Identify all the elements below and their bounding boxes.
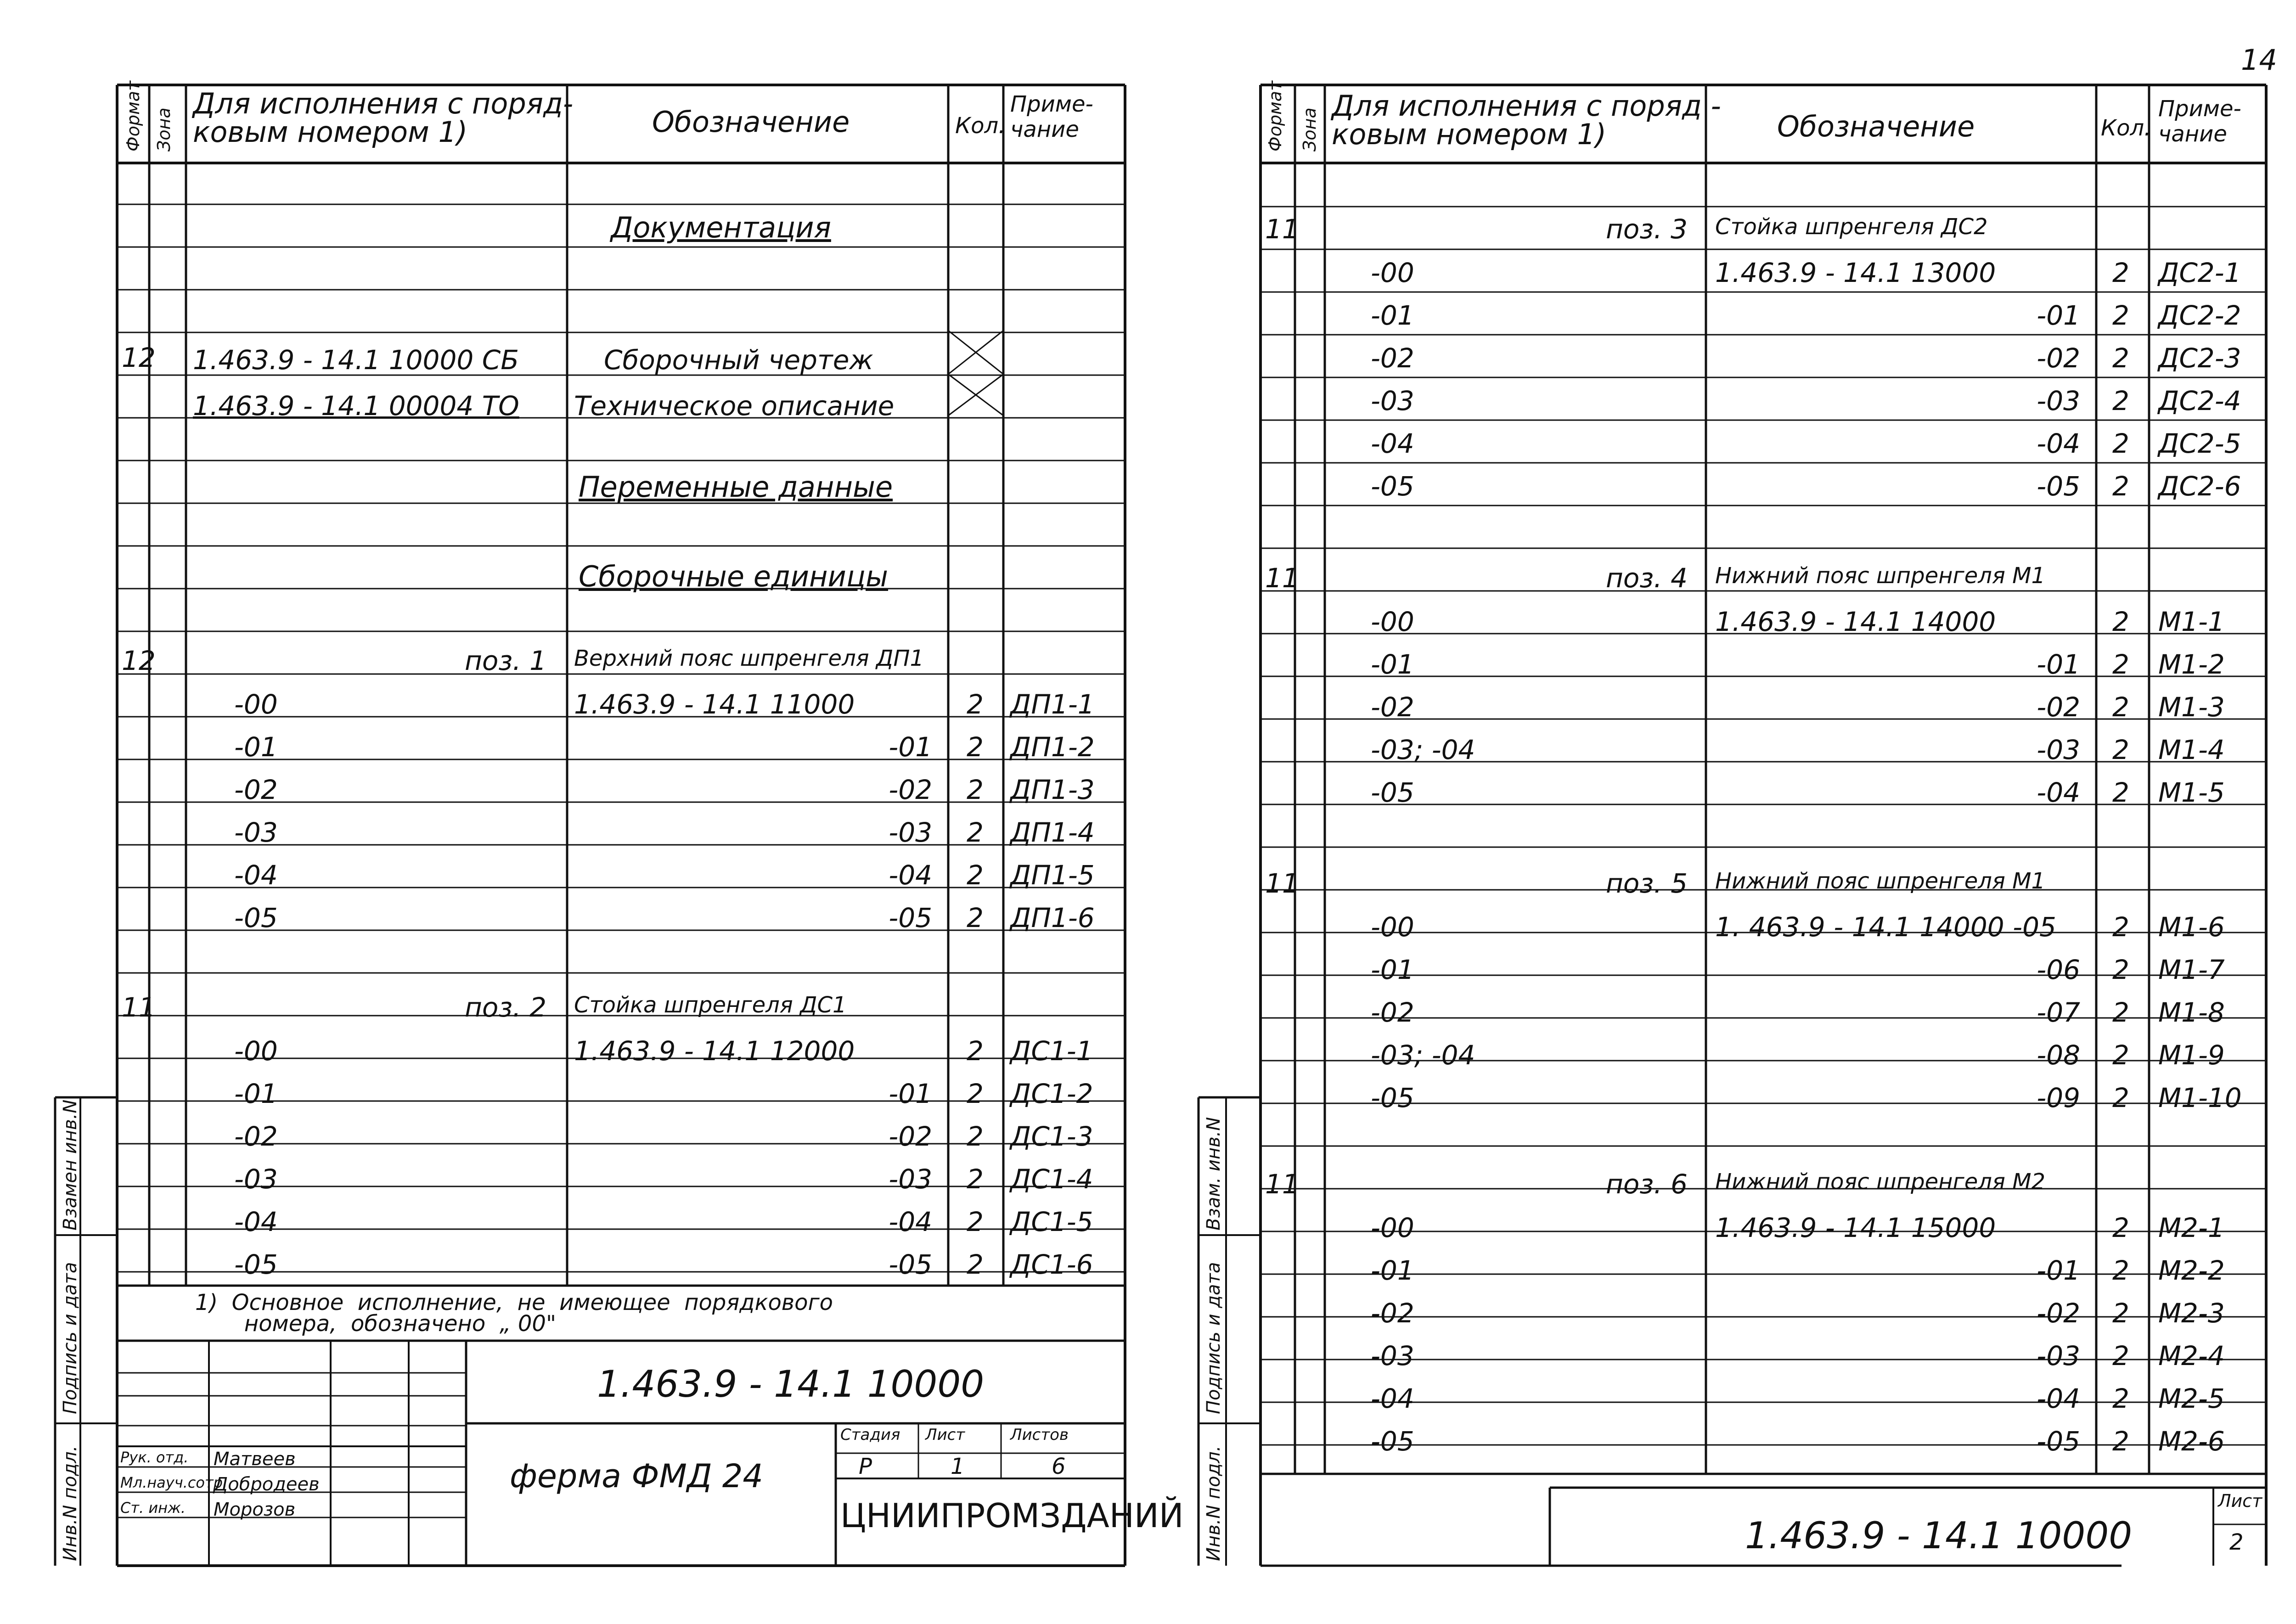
row-variant: -03	[234, 1163, 278, 1195]
row-qty: 2	[2112, 428, 2129, 459]
group-position: поз. 3	[1605, 214, 1688, 245]
group-format: 11	[1265, 868, 1299, 899]
row-note: ДП1-1	[1010, 689, 1095, 720]
row-variant: -04	[1371, 1383, 1414, 1414]
row-note: М1-2	[2158, 649, 2225, 680]
group-format: 11	[1265, 1169, 1299, 1200]
row-variant: -02	[1371, 1298, 1414, 1329]
row-variant: -05	[1371, 1426, 1414, 1457]
header-format: Формат	[123, 80, 143, 152]
doc-variant: 1.463.9 - 14.1 00004 ТО	[193, 390, 519, 421]
row-designation: -07	[2037, 997, 2080, 1028]
row-variant: -00	[1371, 1212, 1414, 1243]
header-note: Приме- чание	[2158, 96, 2241, 147]
group-title: Нижний пояс шпренгеля М1	[1715, 868, 2046, 894]
row-variant: -01	[1371, 649, 1414, 680]
row-designation: -03	[2037, 385, 2080, 416]
row-designation: -02	[889, 1121, 932, 1152]
section-documentation: Документация	[611, 211, 831, 244]
row-note: М1-8	[2158, 997, 2225, 1028]
row-designation: -05	[2037, 1426, 2080, 1457]
row-note: ДП1-3	[1010, 774, 1095, 805]
row-designation: -04	[2037, 1383, 2080, 1414]
row-note: ДС2-6	[2158, 471, 2241, 502]
header-variant: Для исполнения с поряд - ковым номером 1)	[1332, 89, 1721, 151]
row-variant: -00	[1371, 257, 1414, 288]
side-replace-inv: Взам. инв.N	[1203, 1117, 1224, 1231]
person-name: Морозов	[214, 1499, 296, 1520]
title-code: 1.463.9 - 14.1 10000	[597, 1363, 985, 1405]
row-variant: -01	[234, 731, 278, 763]
row-qty: 2	[967, 817, 984, 848]
row-variant: -02	[234, 1121, 278, 1152]
row-note: М1-6	[2158, 911, 2225, 943]
row-qty: 2	[2112, 257, 2129, 288]
side-sign-date: Подпись и дата	[1203, 1262, 1224, 1414]
row-variant: -01	[234, 1078, 278, 1109]
row-note: М2-1	[2158, 1212, 2225, 1243]
row-note: ДС1-2	[1010, 1078, 1093, 1109]
side-inv-orig: Инв.N подл.	[1203, 1445, 1224, 1561]
row-variant: -04	[1371, 428, 1414, 459]
row-variant: -03	[1371, 1340, 1414, 1371]
row-note: ДС1-5	[1010, 1206, 1093, 1237]
row-qty: 2	[2112, 911, 2129, 943]
group-format: 11	[1265, 562, 1299, 594]
header-qty: Кол.	[2101, 115, 2151, 141]
row-note: М2-3	[2158, 1298, 2225, 1329]
group-format: 11	[1265, 214, 1299, 245]
row-note: М2-6	[2158, 1426, 2225, 1457]
header-zone: Зона	[1300, 107, 1320, 152]
row-qty: 2	[967, 1163, 984, 1195]
row-variant: -00	[234, 689, 278, 720]
row-qty: 2	[967, 731, 984, 763]
organization: ЦНИИПРОМЗДАНИЙ	[840, 1496, 1184, 1535]
row-variant: -02	[1371, 691, 1414, 723]
sheets-value: 6	[1052, 1454, 1066, 1479]
row-designation: -01	[889, 1078, 932, 1109]
group-position: поз. 6	[1605, 1169, 1688, 1200]
row-variant: -04	[234, 1206, 278, 1237]
group-position: поз. 1	[464, 645, 546, 676]
row-note: М1-5	[2158, 777, 2225, 808]
row-designation: 1.463.9 - 14.1 12000	[574, 1035, 855, 1067]
row-qty: 2	[2112, 343, 2129, 374]
header-zone: Зона	[154, 107, 174, 152]
row-variant: -00	[234, 1035, 278, 1067]
side-inv-orig: Инв.N подл.	[60, 1445, 81, 1561]
row-variant: -04	[234, 860, 278, 891]
row-qty: 2	[2112, 1082, 2129, 1113]
person-role: Рук. отд.	[120, 1449, 189, 1466]
row-note: ДС1-1	[1010, 1035, 1093, 1067]
row-designation: -04	[889, 1206, 932, 1237]
row-qty: 2	[2112, 1040, 2129, 1071]
person-role: Ст. инж.	[120, 1499, 186, 1517]
title-name: ферма ФМД 24	[510, 1457, 763, 1495]
row-qty: 2	[967, 689, 984, 720]
group-title: Стойка шпренгеля ДС1	[574, 992, 847, 1018]
row-designation: -08	[2037, 1040, 2080, 1071]
group-title: Нижний пояс шпренгеля М2	[1715, 1169, 2046, 1195]
row-designation: 1.463.9 - 14.1 15000	[1715, 1212, 1996, 1243]
title-code: 1.463.9 - 14.1 10000	[1745, 1514, 2133, 1557]
row-qty: 2	[2112, 606, 2129, 637]
row-qty: 2	[967, 1078, 984, 1109]
header-note: Приме- чание	[1010, 91, 1093, 143]
row-note: ДП1-4	[1010, 817, 1095, 848]
row-note: ДС2-3	[2158, 343, 2241, 374]
doc-variant: 1.463.9 - 14.1 10000 СБ	[193, 344, 519, 376]
row-qty: 2	[967, 1249, 984, 1280]
row-designation: -02	[2037, 1298, 2080, 1329]
stage-label: Стадия	[840, 1426, 900, 1444]
row-designation: -04	[889, 860, 932, 891]
row-designation: -03	[2037, 1340, 2080, 1371]
row-designation: -09	[2037, 1082, 2080, 1113]
row-note: ДС2-2	[2158, 300, 2241, 331]
row-qty: 2	[967, 902, 984, 933]
header-qty: Кол.	[955, 113, 1006, 139]
row-variant: -05	[1371, 1082, 1414, 1113]
row-qty: 2	[2112, 300, 2129, 331]
group-position: поз. 2	[464, 992, 546, 1023]
sheet-label: Лист	[925, 1426, 965, 1444]
row-qty: 2	[2112, 1212, 2129, 1243]
row-designation: -01	[2037, 1255, 2080, 1286]
row-variant: -03	[234, 817, 278, 848]
row-variant: -03	[1371, 385, 1414, 416]
row-note: ДС2-1	[2158, 257, 2241, 288]
row-note: М1-9	[2158, 1040, 2225, 1071]
group-format: 11	[122, 992, 156, 1023]
doc-designation: Техническое описание	[574, 390, 895, 421]
section-assembly-units: Сборочные единицы	[579, 560, 889, 593]
row-designation: 1.463.9 - 14.1 11000	[574, 689, 855, 720]
row-note: ДС1-4	[1010, 1163, 1093, 1195]
header-variant: Для исполнения с поряд- ковым номером 1)	[193, 87, 574, 149]
doc-format: 12	[122, 342, 156, 373]
row-qty: 2	[967, 774, 984, 805]
row-designation: -05	[889, 902, 932, 933]
page-number: 14	[2241, 43, 2277, 77]
row-designation: -06	[2037, 954, 2080, 985]
row-qty: 2	[2112, 1255, 2129, 1286]
row-variant: -05	[1371, 777, 1414, 808]
row-designation: -02	[889, 774, 932, 805]
side-sign-date: Подпись и дата	[60, 1262, 81, 1414]
row-designation: -01	[889, 731, 932, 763]
row-designation: -03	[889, 817, 932, 848]
group-title: Стойка шпренгеля ДС2	[1715, 214, 1988, 240]
sheets-label: Листов	[1010, 1426, 1069, 1444]
row-designation: -03	[2037, 734, 2080, 765]
row-variant: -03; -04	[1371, 734, 1475, 765]
row-designation: -02	[2037, 691, 2080, 723]
header-designation: Обозначение	[652, 105, 850, 139]
group-title: Нижний пояс шпренгеля М1	[1715, 563, 2046, 589]
row-variant: -01	[1371, 954, 1414, 985]
row-variant: -05	[234, 1249, 278, 1280]
side-replace-inv: Взамен инв.N	[60, 1099, 81, 1231]
row-note: М1-1	[2158, 606, 2225, 637]
row-note: ДС1-6	[1010, 1249, 1093, 1280]
row-designation: -05	[2037, 471, 2080, 502]
row-note: ДП1-2	[1010, 731, 1095, 763]
row-note: М1-7	[2158, 954, 2225, 985]
row-qty: 2	[2112, 1340, 2129, 1371]
row-qty: 2	[2112, 1426, 2129, 1457]
row-note: М2-4	[2158, 1340, 2225, 1371]
row-note: ДП1-6	[1010, 902, 1095, 933]
row-qty: 2	[2112, 997, 2129, 1028]
group-title: Верхний пояс шпренгеля ДП1	[574, 646, 924, 671]
row-qty: 2	[2112, 471, 2129, 502]
row-designation: 1.463.9 - 14.1 14000	[1715, 606, 1996, 637]
row-designation: -01	[2037, 300, 2080, 331]
person-name: Добродеев	[214, 1474, 320, 1495]
row-variant: -01	[1371, 300, 1414, 331]
row-designation: -04	[2037, 777, 2080, 808]
header-designation: Обозначение	[1777, 110, 1975, 143]
header-format: Формат	[1265, 80, 1285, 152]
sheet-value: 1	[951, 1454, 965, 1479]
row-qty: 2	[2112, 649, 2129, 680]
row-qty: 2	[2112, 734, 2129, 765]
row-variant: -02	[1371, 343, 1414, 374]
row-variant: -02	[234, 774, 278, 805]
row-note: М2-2	[2158, 1255, 2225, 1286]
row-note: ДС2-5	[2158, 428, 2241, 459]
row-qty: 2	[2112, 385, 2129, 416]
row-variant: -00	[1371, 606, 1414, 637]
group-format: 12	[122, 645, 156, 676]
row-designation: -01	[2037, 649, 2080, 680]
row-variant: -00	[1371, 911, 1414, 943]
row-note: М2-5	[2158, 1383, 2225, 1414]
row-variant: -02	[1371, 997, 1414, 1028]
row-note: М1-4	[2158, 734, 2225, 765]
row-note: ДС2-4	[2158, 385, 2241, 416]
row-qty: 2	[2112, 691, 2129, 723]
row-qty: 2	[2112, 777, 2129, 808]
row-qty: 2	[2112, 1298, 2129, 1329]
doc-designation: Сборочный чертеж	[604, 344, 873, 376]
row-qty: 2	[967, 860, 984, 891]
sheet-value: 2	[2229, 1529, 2244, 1555]
row-qty: 2	[967, 1206, 984, 1237]
row-variant: -01	[1371, 1255, 1414, 1286]
row-variant: -05	[234, 902, 278, 933]
footnote: 1) Основное исполнение, не имеющее порядкового номера, обозначено „ 00"	[195, 1290, 833, 1337]
row-note: ДП1-5	[1010, 860, 1095, 891]
row-variant: -03; -04	[1371, 1040, 1475, 1071]
row-designation: 1.463.9 - 14.1 13000	[1715, 257, 1996, 288]
row-designation: -02	[2037, 343, 2080, 374]
row-variant: -05	[1371, 471, 1414, 502]
person-name: Матвеев	[214, 1449, 296, 1470]
row-note: М1-3	[2158, 691, 2225, 723]
person-role: Мл.науч.сотр.	[120, 1474, 228, 1491]
row-designation: -05	[889, 1249, 932, 1280]
row-designation: 1. 463.9 - 14.1 14000 -05	[1715, 911, 2056, 943]
group-position: поз. 5	[1605, 868, 1688, 899]
row-qty: 2	[967, 1121, 984, 1152]
stage-value: Р	[859, 1454, 872, 1479]
row-qty: 2	[967, 1035, 984, 1067]
row-designation: -03	[889, 1163, 932, 1195]
row-designation: -04	[2037, 428, 2080, 459]
row-qty: 2	[2112, 1383, 2129, 1414]
row-qty: 2	[2112, 954, 2129, 985]
section-variable-data: Переменные данные	[579, 470, 893, 504]
sheet-label: Лист	[2218, 1491, 2262, 1511]
row-note: М1-10	[2158, 1082, 2242, 1113]
row-note: ДС1-3	[1010, 1121, 1093, 1152]
group-position: поз. 4	[1605, 562, 1688, 594]
